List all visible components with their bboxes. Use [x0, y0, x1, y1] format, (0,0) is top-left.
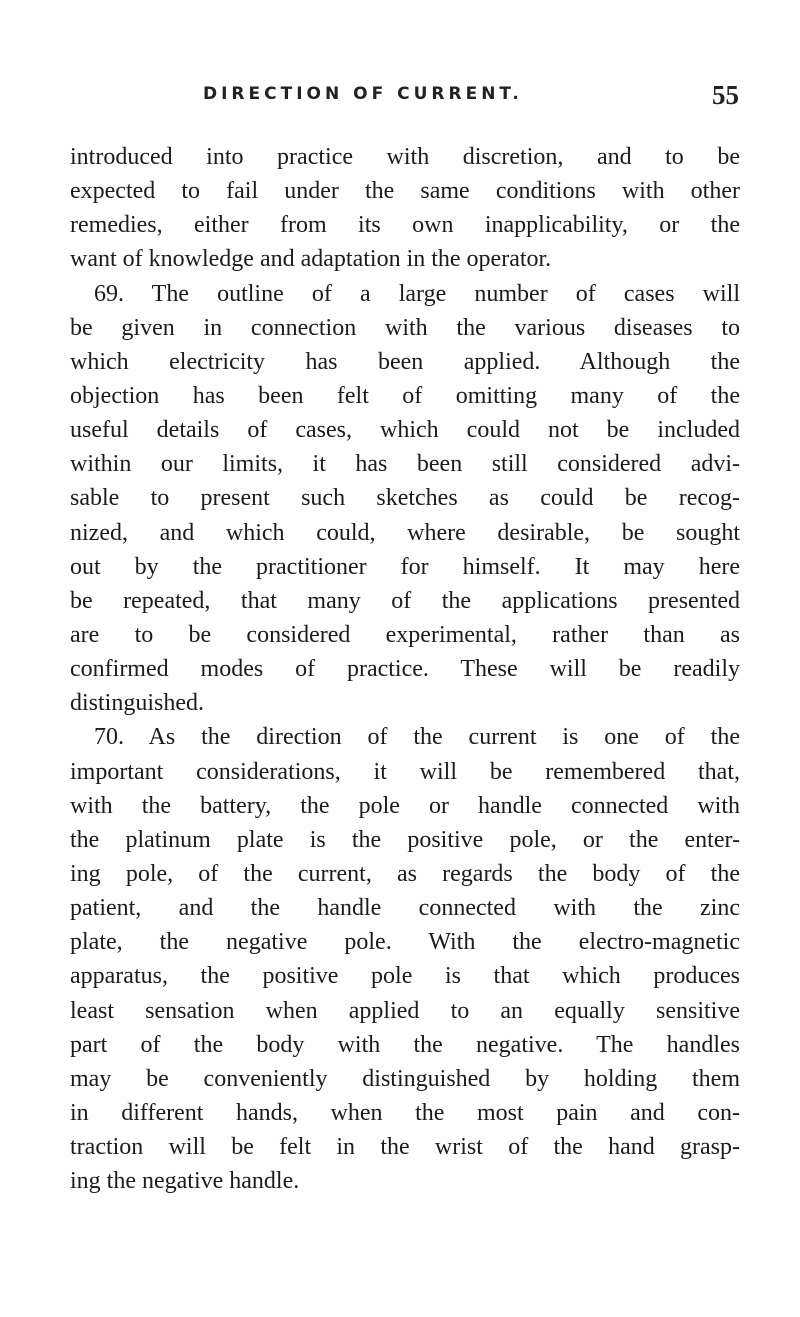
text-line: with the battery, the pole or handle connected with [70, 792, 740, 819]
text-line: which electricity has been applied. Although the [70, 348, 740, 375]
body-text [70, 140, 740, 1198]
text-line: part of the body with the negative. The handles [70, 1031, 740, 1058]
text-line: be given in connection with the various diseases to [70, 314, 740, 341]
text-line: apparatus, the positive pole is that which produces [70, 963, 740, 990]
paragraph-70-start: 70. As the direction of the current is one of the [94, 724, 740, 751]
text-line: the platinum plate is the positive pole, or the enter- [70, 826, 740, 853]
running-head: DIRECTION OF CURRENT. [203, 84, 523, 104]
text-line: introduced into practice with discretion, and to be [70, 144, 740, 170]
text-line: ing pole, of the current, as regards the body of the [70, 860, 740, 887]
text-line: plate, the negative pole. With the electro-magnetic [70, 929, 740, 956]
text-line: want of knowledge and adaptation in the operator. [70, 246, 552, 273]
text-line: remedies, either from its own inapplicability, or the [70, 212, 740, 239]
text-line: within our limits, it has been still considered advi- [70, 451, 740, 478]
text-line: may be conveniently distinguished by holding them [70, 1065, 740, 1092]
text-line: nized, and which could, where desirable, be sought [70, 519, 740, 546]
text-line: confirmed modes of practice. These will be readily [70, 656, 740, 683]
text-line: important considerations, it will be remembered that, [70, 758, 740, 785]
paragraph-69-start: 69. The outline of a large number of cases will [94, 280, 740, 307]
text-line: out by the practitioner for himself. It may here [70, 553, 740, 580]
text-line: in different hands, when the most pain and con- [70, 1099, 740, 1126]
text-line: traction will be felt in the wrist of the hand grasp- [70, 1134, 740, 1161]
text-line: be repeated, that many of the applications presented [70, 587, 740, 614]
text-line: are to be considered experimental, rather than as [70, 621, 740, 648]
text-line: objection has been felt of omitting many of the [70, 382, 740, 409]
text-line: patient, and the handle connected with the zinc [70, 895, 740, 922]
text-line: distinguished. [70, 690, 205, 717]
text-line: useful details of cases, which could not be included [70, 417, 740, 444]
text-line: least sensation when applied to an equally sensitive [70, 997, 740, 1024]
text-line: sable to present such sketches as could be recog- [70, 485, 740, 512]
text-line: expected to fail under the same conditions with other [70, 178, 740, 205]
page-number: 55 [712, 80, 739, 110]
text-line: ing the negative handle. [70, 1168, 300, 1195]
